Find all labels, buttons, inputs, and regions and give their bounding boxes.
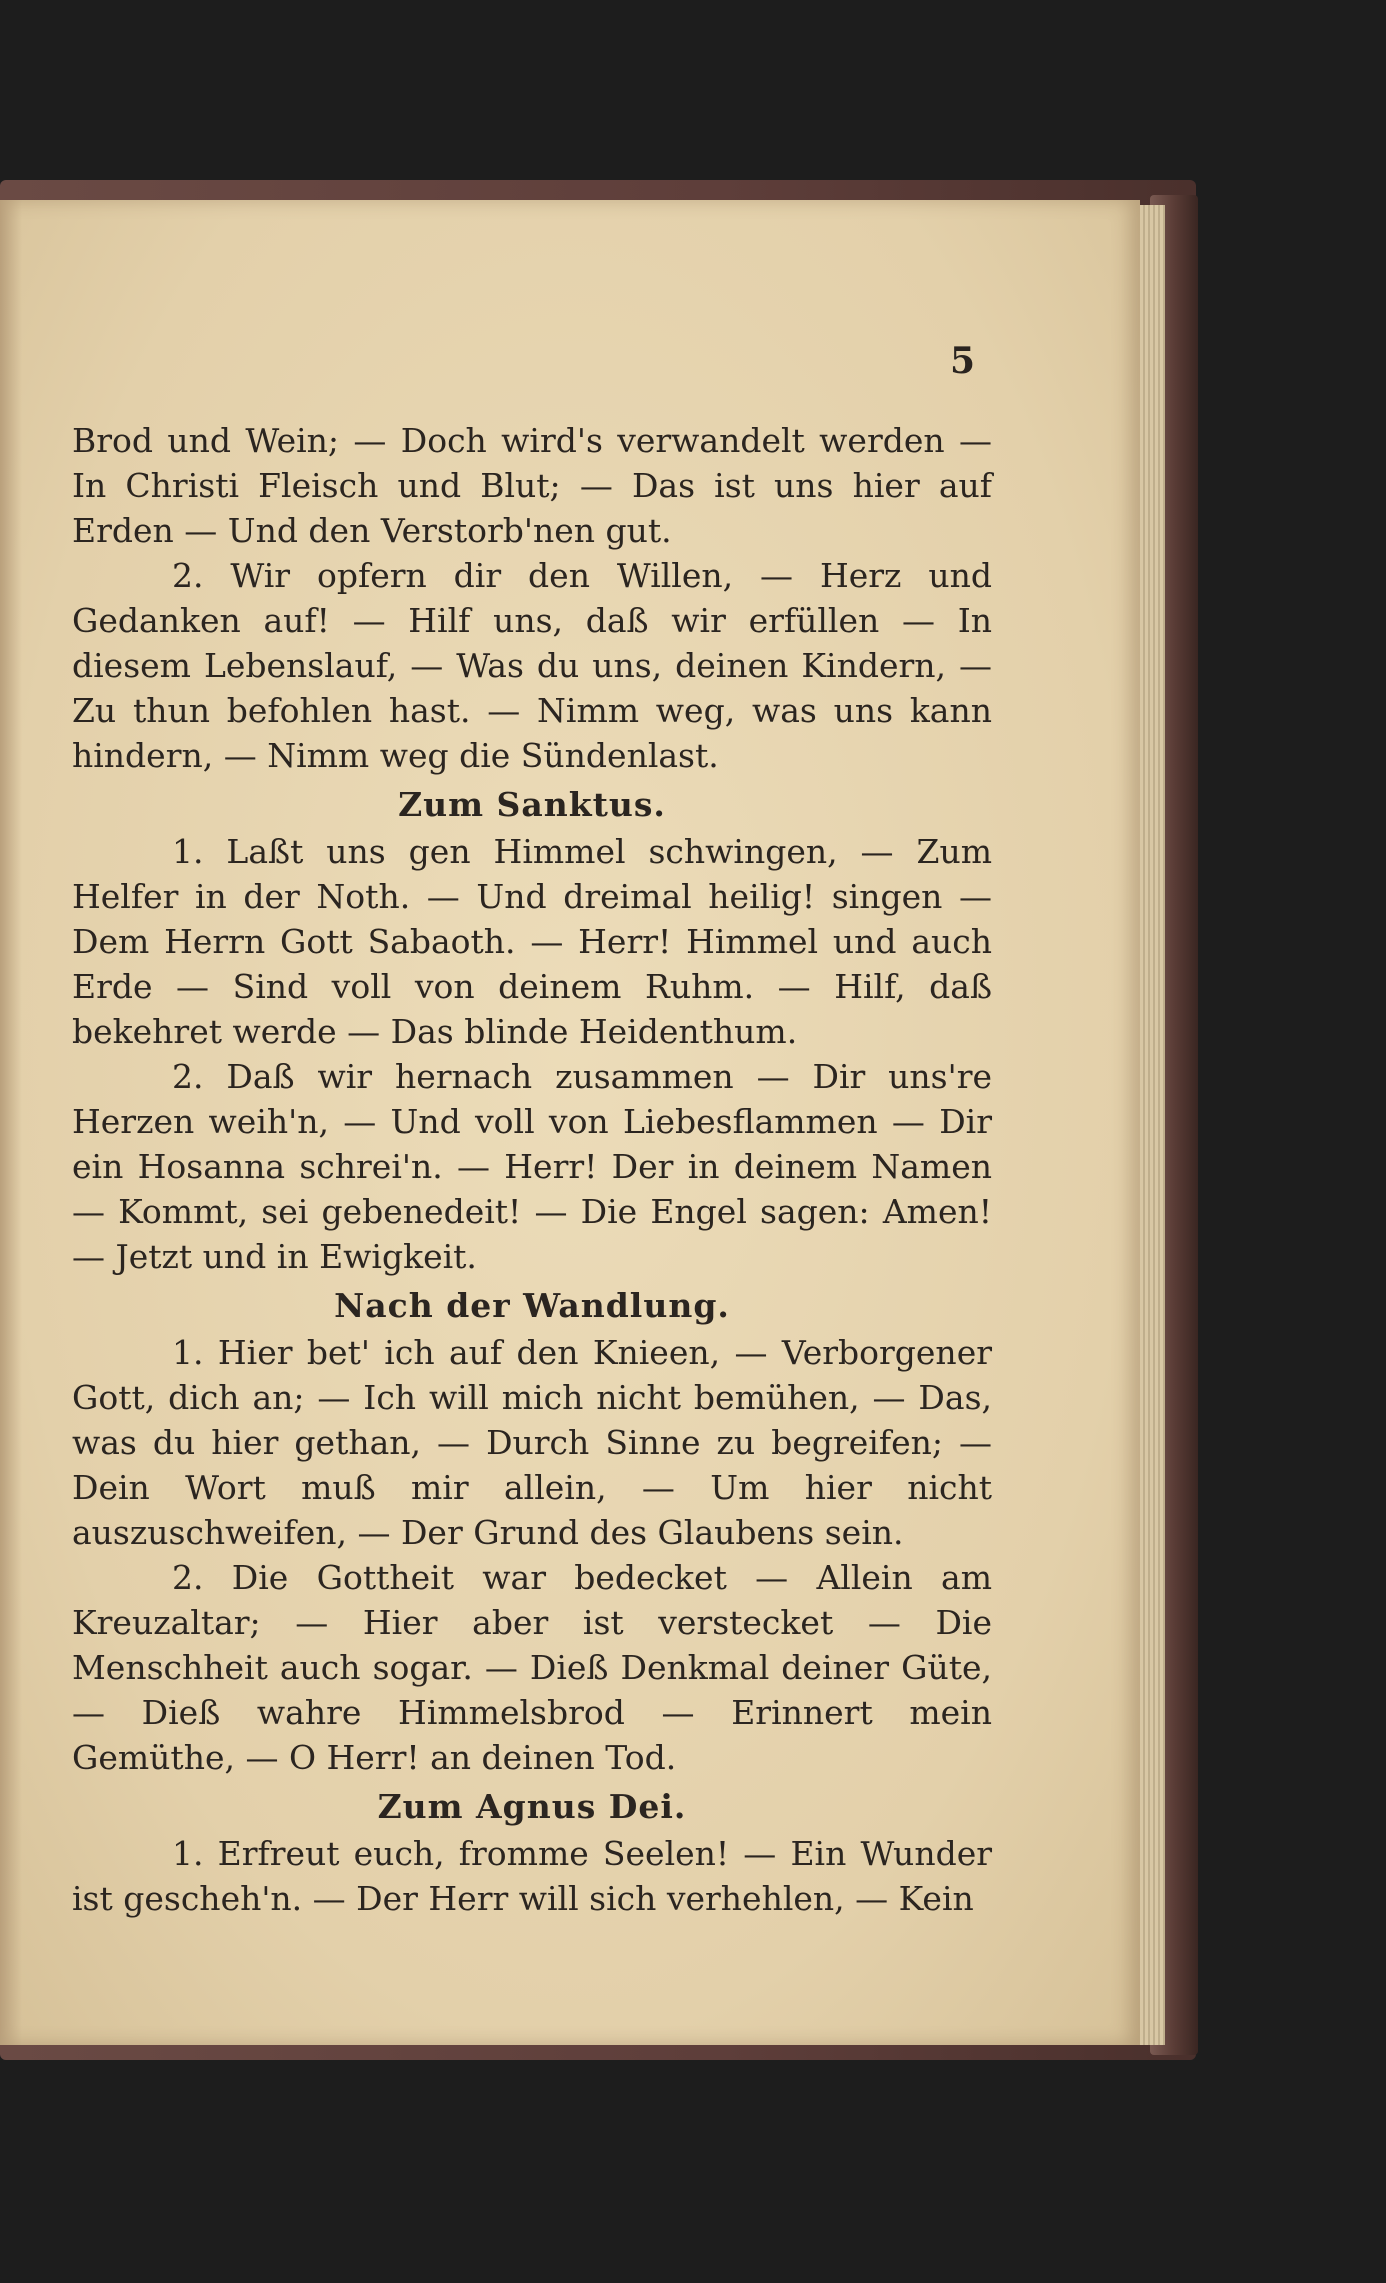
verse: 1. Erfreut euch, fromme Seelen! — Ein Wunder ist gescheh'n. — Der Herr will sich verhehlen, — Kein [72,1834,992,1918]
verse-continuation: Brod und Wein; — Doch wird's verwandelt werden — In Christi Fleisch und Blut; — Das ist uns hier auf Erden — Und den Verstorb'nen gut. [72,421,992,550]
verse: 1. Laßt uns gen Himmel schwingen, — Zum Helfer in der Noth. — Und dreimal heilig! singen — Dem Herrn Gott Sabaoth. — Herr! Himmel und auch Erde — Sind voll von deinem Ruhm. — Hilf, daß bekehret werde — Das blinde Heidenthum. [72,832,992,1051]
verse: 2. Daß wir hernach zusammen — Dir uns're Herzen weih'n, — Und voll von Liebesflammen — Dir ein Hosanna schrei'n. — Herr! Der in deinem Namen — Kommt, sei gebenedeit! — Die Engel sagen: Amen! — Jetzt und in Ewigkeit. [72,1057,992,1276]
page-text [72,418,992,1921]
section-heading-agnus-dei: Zum Agnus Dei. [377,1787,687,1826]
verse: 2. Wir opfern dir den Willen, — Herz und Gedanken auf! — Hilf uns, daß wir erfüllen — In diesem Lebenslauf, — Was du uns, deinen Kindern, — Zu thun befohlen hast. — Nimm weg, was uns kann hindern, — Nimm weg die Sündenlast. [72,556,992,775]
verse: 2. Die Gottheit war bedecket — Allein am Kreuzaltar; — Hier aber ist verstecket — Die Menschheit auch sogar. — Dieß Denkmal deiner Güte, — Dieß wahre Himmelsbrod — Erinnert mein Gemüthe, — O Herr! an deinen Tod. [72,1558,992,1777]
page-number: 5 [950,340,976,382]
section-heading-wandlung: Nach der Wandlung. [334,1286,730,1325]
verse: 1. Hier bet' ich auf den Knieen, — Verborgener Gott, dich an; — Ich will mich nicht bemühen, — Das, was du hier gethan, — Durch Sinne zu begreifen; — Dein Wort muß mir allein, — Um hier nicht auszuschweifen, — Der Grund des Glaubens sein. [72,1333,992,1552]
section-heading-sanktus: Zum Sanktus. [398,785,666,824]
page-gutter [0,200,22,2045]
